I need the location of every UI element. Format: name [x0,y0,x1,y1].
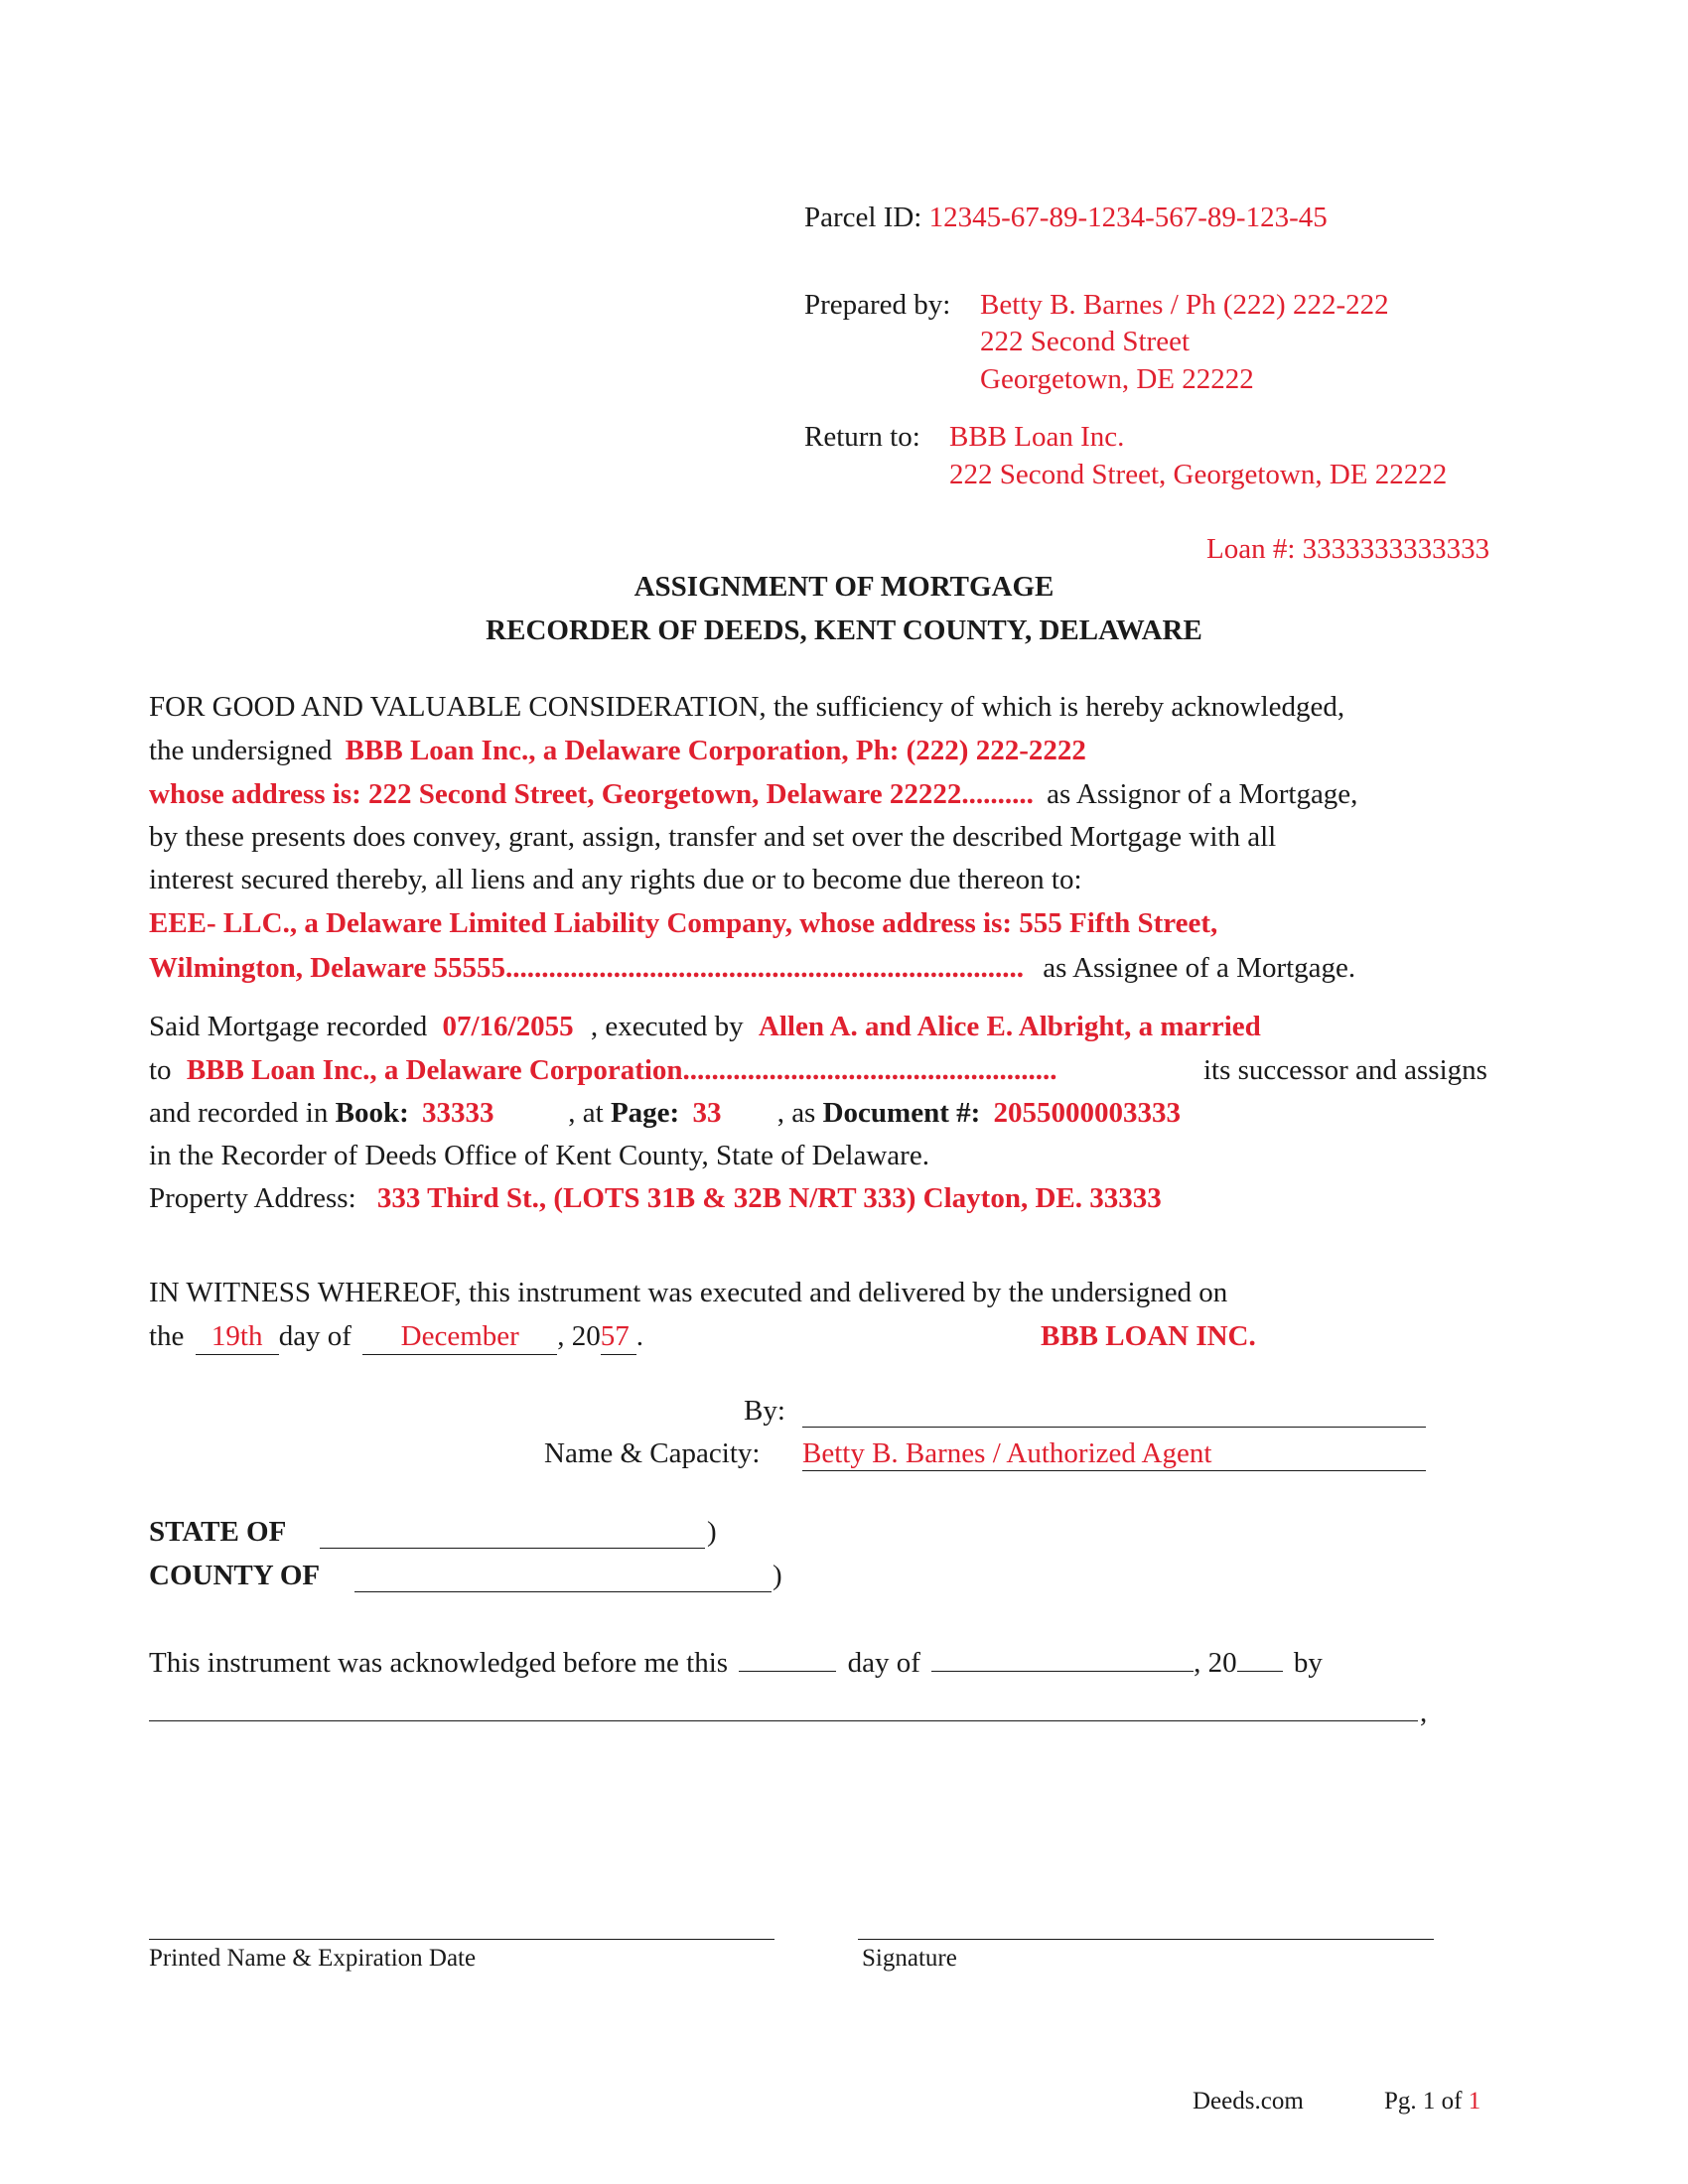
recorded-label: Said Mortgage recorded [149,1011,428,1042]
recorded-date: 07/16/2055 [442,1011,574,1042]
state-of-label: STATE OF [149,1516,287,1548]
footer-page [1384,2087,1480,2116]
printed-name-line [149,1939,774,1940]
notary-signature-label: Signature [862,1945,957,1972]
state-of-paren: ) [707,1516,717,1548]
property-value: 333 Third St., (LOTS 31B & 32B N/RT 333) Clayton, DE. 33333 [376,1182,1162,1214]
page-value: 33 [692,1097,722,1129]
prepared-by-line2: 222 Second Street [980,326,1191,357]
recorded-in-label: and recorded in [149,1097,329,1129]
property-address-line [149,1181,1162,1216]
witness-month: December [362,1319,557,1355]
return-to-line2: 222 Second Street, Georgetown, DE 22222 [949,459,1448,490]
printed-name-label: Printed Name & Expiration Date [149,1945,477,1972]
document-value: 2055000003333 [993,1097,1182,1129]
loan-number-value: 3333333333333 [1302,533,1490,565]
prepared-by-label: Prepared by: [804,289,951,321]
assignor-name: BBB Loan Inc., a Delaware Corporation, Ph: (222) 222-2222 [345,735,1086,766]
loan-number [1206,532,1489,567]
consideration-line5: interest secured thereby, all liens and any rights due or to become due thereon to: [149,864,1082,895]
document-label: Document #: [822,1097,981,1129]
by-label: By: [744,1395,785,1427]
undersigned-prefix: the undersigned [149,735,333,766]
to-value: BBB Loan Inc., a Delaware Corporation.................................................... [186,1054,1057,1086]
ack-comma: , [1420,1697,1428,1728]
ack-prefix: This instrument was acknowledged before me this [149,1647,729,1679]
state-of-line [320,1548,705,1549]
to-label: to [149,1054,172,1086]
footer-page-total: 1 [1468,2088,1481,2115]
prepared-by-line1: Betty B. Barnes / Ph (222) 222-222 [980,289,1389,321]
witness-line1: IN WITNESS WHEREOF, this instrument was executed and delivered by the undersigned on [149,1277,1228,1308]
acknowledgment-line [149,1645,1323,1681]
loan-number-label: Loan #: [1206,533,1296,565]
office-line: in the Recorder of Deeds Office of Kent County, State of Delaware. [149,1140,929,1171]
witness-day: 19th [196,1319,279,1355]
witness-company: BBB LOAN INC. [1041,1320,1256,1352]
as-assignee-text: as Assignee of a Mortgage. [1043,952,1356,984]
consideration-line1: FOR GOOD AND VALUABLE CONSIDERATION, the sufficiency of which is hereby acknowledged, [149,691,1345,723]
consideration-line2 [149,734,1086,768]
footer-site: Deeds.com [1193,2088,1304,2115]
consideration-line3 [149,777,1357,812]
book-label: Book: [335,1097,409,1129]
executed-by: Allen A. and Alice E. Albright, a married [758,1011,1261,1042]
ack-name-line [149,1720,1418,1721]
by-signature-line [802,1427,1426,1428]
document-subtitle: RECORDER OF DEEDS, KENT COUNTY, DELAWARE [486,614,1202,646]
page-label: Page: [610,1097,680,1129]
ack-year-prefix: , 20 [1194,1647,1237,1679]
property-label: Property Address: [149,1182,356,1214]
book-value: 33333 [422,1097,494,1129]
witness-period: . [635,1320,643,1352]
witness-line2 [149,1319,643,1355]
ack-by: by [1293,1647,1323,1679]
mortgage-book-line [149,1096,1181,1131]
parcel-id-label: Parcel ID: [804,202,922,233]
mortgage-recorded-line [149,1010,1261,1044]
witness-the-label: the [149,1320,185,1352]
ack-day-of: day of [847,1647,920,1679]
name-capacity-label: Name & Capacity: [544,1437,761,1469]
parcel-id-line [804,201,1328,235]
ack-year-blank [1237,1645,1283,1672]
consideration-line4: by these presents does convey, grant, assign, transfer and set over the described Mortgage with all [149,821,1277,853]
return-to-line1: BBB Loan Inc. [949,421,1125,453]
county-of-line [354,1591,772,1592]
at-label: , at [568,1097,604,1129]
footer-page-label: Pg. 1 of [1384,2088,1463,2115]
document-title: ASSIGNMENT OF MORTGAGE [633,571,1055,603]
ack-month-blank [931,1645,1194,1672]
ack-day-blank [739,1645,836,1672]
mortgage-to-line [149,1053,1057,1088]
assignee-address: Wilmington, Delaware 55555........................................................................ [149,952,1025,984]
name-capacity-underline [802,1470,1426,1471]
county-of-paren: ) [773,1560,782,1591]
return-to-label: Return to: [804,421,920,453]
name-capacity-value: Betty B. Barnes / Authorized Agent [802,1437,1212,1469]
parcel-id-value: 12345-67-89-1234-567-89-123-45 [928,202,1328,233]
as-assignor-text: as Assignor of a Mortgage, [1047,778,1358,810]
assignor-address: whose address is: 222 Second Street, Georgetown, Delaware 22222.......... [149,778,1034,810]
county-of-label: COUNTY OF [149,1560,321,1591]
as-label: , as [776,1097,816,1129]
executed-label: , executed by [590,1011,744,1042]
assignee-line1: EEE- LLC., a Delaware Limited Liability Company, whose address is: 555 Fifth Street, [149,907,1218,939]
witness-year: 57 [601,1319,636,1355]
witness-year-prefix: , 20 [557,1320,601,1352]
assignee-line2 [149,951,1355,986]
witness-day-of-label: day of [278,1320,352,1352]
notary-signature-line [858,1939,1434,1940]
successors-text: its successor and assigns [1203,1054,1487,1086]
prepared-by-line3: Georgetown, DE 22222 [980,363,1254,395]
